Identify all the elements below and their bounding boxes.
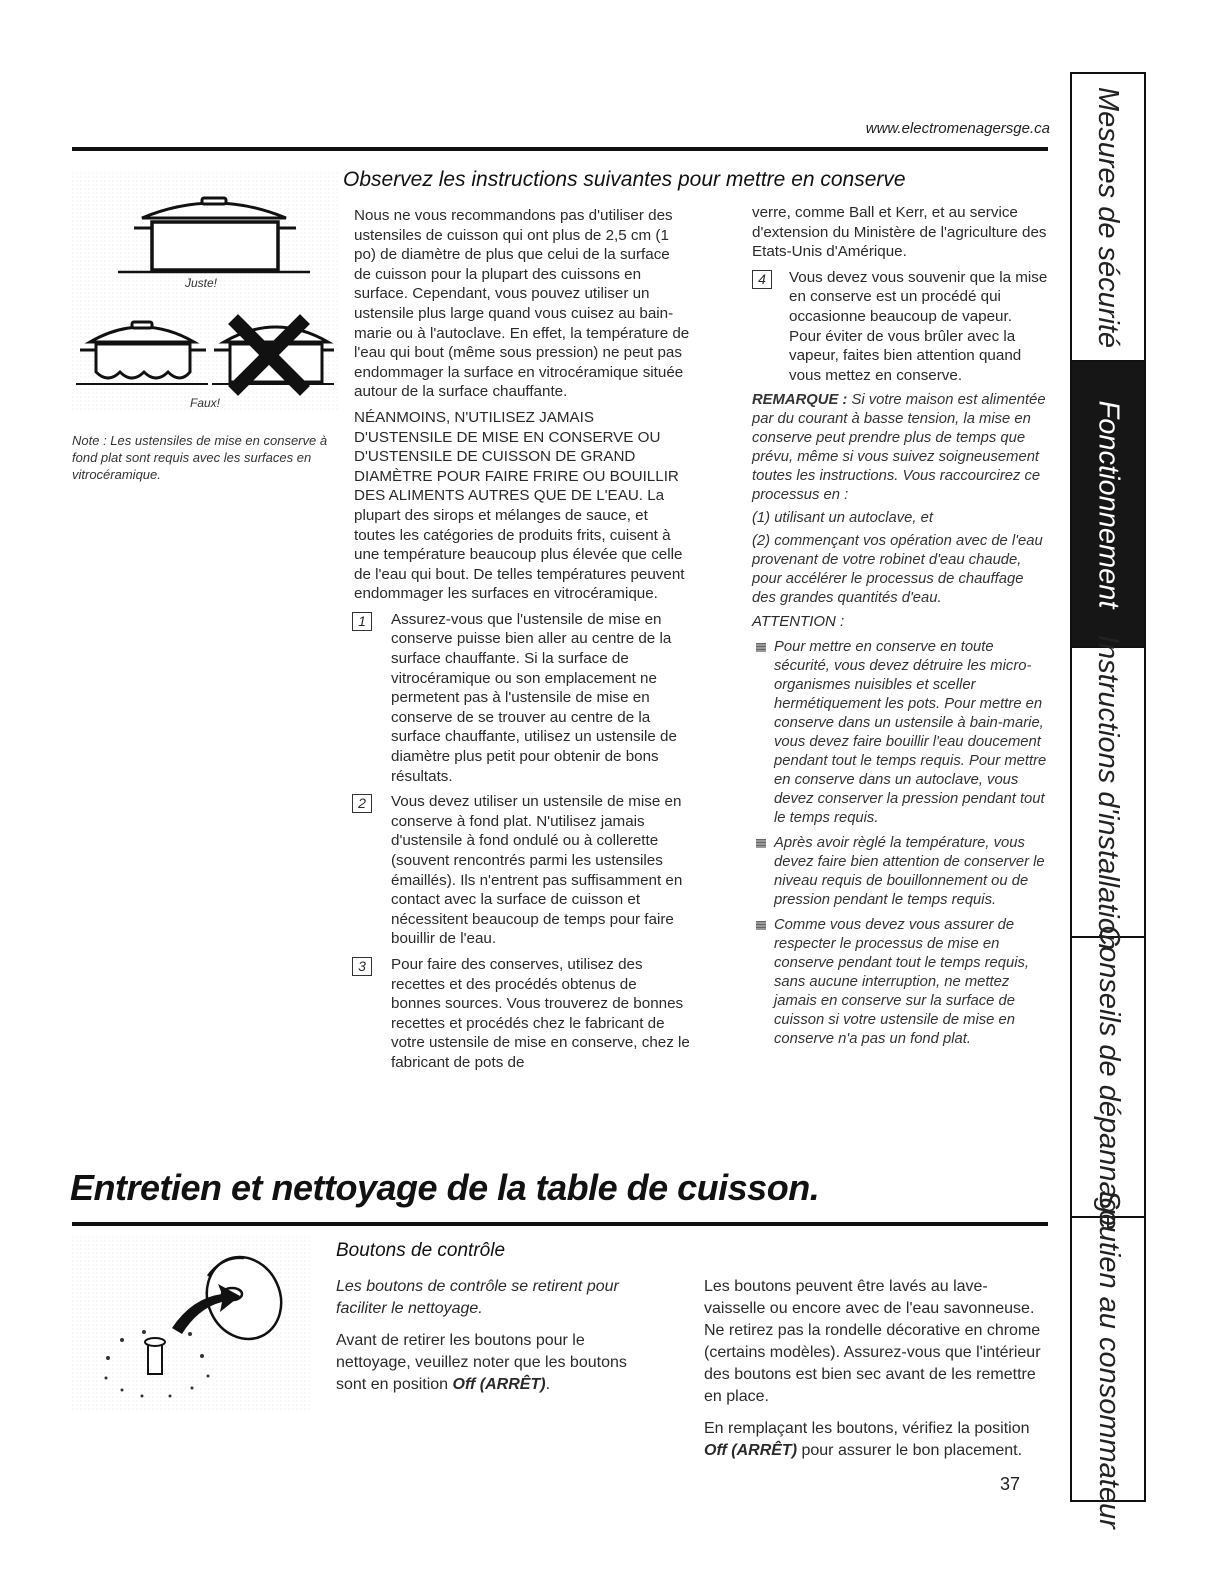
canning-section-title: Observez les instructions suivantes pour mettre en conserve <box>343 168 906 191</box>
care-paragraph-1 <box>336 1330 658 1396</box>
bullet-icon <box>756 921 766 930</box>
care-text: Avant de retirer les boutons pour le nettoyage, veuillez noter que les boutons sont en position <box>336 1332 627 1393</box>
tab-instructions-installation[interactable] <box>1072 634 1144 950</box>
step-item <box>752 268 1048 386</box>
off-position-label: Off (ARRÊT) <box>704 1442 798 1459</box>
canning-warning-paragraph: NÉANMOINS, N'UTILISEZ JAMAIS D'USTENSILE DE MISE EN CONSERVE OU D'USTENSILE DE CUISSON DE GRAND DIAMÈTRE POUR FAIRE FRIRE OU BOUILLIR DES ALIMENTS AUTRES QUE DE L'EAU. La plupart des sirops et mélanges de sauce, et toutes les catégories de produits frits, cuisent à une température beaucoup plus élevée que celle de l'eau qui bout. De telles températures peuvent endommager les surfaces en vitrocéramique. <box>354 408 685 603</box>
control-knobs-subtitle: Boutons de contrôle <box>336 1240 506 1261</box>
care-section-title: Entretien et nettoyage de la table de cuisson. <box>70 1167 820 1208</box>
tab-label: Soutien au consommateur <box>1092 1189 1125 1529</box>
step-text: Assurez-vous que l'ustensile de mise en conserve puisse bien aller au centre de la surface chauffante. Si la surface de vitrocéramique ou son emplacement ne permetent pas à l'ustensile de mise en conserve de se trouver au centre de la surface chauffante, utilisez un ustensile de diamètre plus petit pour obtenir de bons résultats. <box>391 610 677 785</box>
remarque-note <box>752 391 1048 505</box>
good-pot-label: Juste! <box>185 276 218 290</box>
step-number-badge: 4 <box>752 270 772 289</box>
remarque-item: (2) commençant vos opération avec de l'eau provenant de votre robinet d'eau chaude, pour accélérer le processus de chauffage des grandes quantités d'eau. <box>752 533 1043 607</box>
remarque-text: Si votre maison est alimentée par du courant à basse tension, la mise en conserve peut prendre plus de temps que prévu, même si vous suivez soigneusement toutes les instructions. Vous raccourcirez ce processus en : <box>752 392 1046 504</box>
step-3-continuation: verre, comme Ball et Kerr, et au service d'extension du Ministère de l'agriculture des Etats-Unis d'Amérique. <box>752 204 1047 261</box>
tab-label: Conseils de dépannage <box>1092 924 1125 1230</box>
attention-text: Comme vous devez vous assurer de respecter le processus de mise en conserve pendant tout le temps requis, sans aucune interruption, ne mettez jamais en conserve sur la surface de cuisson si votre ustensile de mise en conserve n'a pas un fond plat. <box>774 916 1029 1047</box>
attention-label: ATTENTION : <box>752 613 845 631</box>
remarque-label: REMARQUE : <box>752 392 848 409</box>
tab-conseils-depannage[interactable] <box>1072 924 1144 1230</box>
canning-column-right <box>752 203 1048 1055</box>
care-column-right <box>704 1276 1049 1472</box>
remarque-item: (1) utilisant un autoclave, et <box>752 510 933 527</box>
attention-text: Après avoir règlé la température, vous devez faire bien attention de conserver le niveau requis de bouillonnement ou de pression pendant le temps requis. <box>774 834 1045 908</box>
page-number: 37 <box>1000 1474 1021 1494</box>
attention-item <box>752 916 1048 1049</box>
bullet-icon <box>756 839 766 848</box>
attention-item <box>752 638 1048 828</box>
attention-item <box>752 834 1048 910</box>
middle-divider <box>72 1222 1048 1226</box>
canning-column-left <box>354 206 690 1079</box>
care-column-left <box>336 1276 658 1406</box>
tab-label: Instructions d'installation <box>1092 634 1125 950</box>
canning-intro-paragraph: Nous ne vous recommandons pas d'utiliser des ustensiles de cuisson qui ont plus de 2,5 cm (1 po) de diamètre de plus que celui de la surface de cuisson pour la plupart des cuissons en surface. Cependant, vous pouvez utiliser un ustensile plus large quand vous cuisez au bain-marie ou à l'autoclave. En effet, la température de l'eau qui bout (même sous pression) ne peut pas endommager la surface en vitrocéramique située autour de la surface chauffante. <box>354 207 690 401</box>
step-number-badge: 2 <box>352 794 372 813</box>
knob-stem-illustration <box>145 1338 165 1374</box>
control-knob-figure <box>72 1236 312 1410</box>
care-text: En remplaçant les boutons, vérifiez la position <box>704 1420 1030 1437</box>
step-number-badge: 3 <box>352 957 372 976</box>
side-tab-navigation <box>1070 72 1146 1529</box>
figure-note: Note : Les ustensiles de mise en conserve à fond plat sont requis avec les surfaces en vitrocéramique. <box>72 433 328 482</box>
care-text: . <box>545 1376 551 1393</box>
tab-mesures-de-securite[interactable] <box>1072 74 1144 362</box>
care-text: pour assurer le bon placement. <box>797 1442 1023 1459</box>
tab-soutien-consommateur[interactable] <box>1072 1189 1144 1529</box>
step-text: Vous devez utiliser un ustensile de mise en conserve à fond plat. N'utilisez jamais d'ustensile à fond ondulé ou à collerette (souvent rencontrés parmi les ustensiles émaillés). Ils n'entrent pas suffisamment en contact avec la surface de cuisson et nécessitent beaucoup de temps pour faire bouillir de l'eau. <box>391 793 683 948</box>
tab-label: Fonctionnement <box>1092 400 1125 608</box>
step-text: Pour faire des conserves, utilisez des recettes et des procédés obtenus de bonnes sources. Vous trouverez de bonnes recettes et procédés chez le fabricant de votre ustensile de mise en conserve, chez le fabricant de pots de <box>391 955 690 1071</box>
bad-pot-label: Faux! <box>190 396 221 410</box>
care-paragraph-2: Les boutons peuvent être lavés au lave-vaisselle ou encore avec de l'eau savonneuse. Ne retirez pas la rondelle décorative en chrome (certains modèles). Assurez-vous que l'intérieur des boutons est bien sec avant de les remettre en place. <box>704 1278 1041 1405</box>
tab-fonctionnement[interactable] <box>1072 362 1144 648</box>
off-position-label: Off (ARRÊT) <box>452 1376 546 1393</box>
website-url: www.electromenagersge.ca <box>865 120 1050 137</box>
bullet-icon <box>756 643 766 652</box>
step-item <box>354 610 690 786</box>
step-item <box>354 955 690 1073</box>
care-lead-text: Les boutons de contrôle se retirent pour faciliter le nettoyage. <box>336 1278 619 1317</box>
attention-text: Pour mettre en conserve en toute sécurité, vous devez détruire les micro-organismes nuisibles et sceller hermétiquement les pots. Pour mettre en conserve dans un ustensile à bain-marie, vous devez faire bouillir l'eau doucement pendant tout le temps requis. Pour mettre en conserve dans un autoclave, vous devez conserver la pression pendant tout le temps requis. <box>774 638 1047 826</box>
step-number-badge: 1 <box>352 612 372 631</box>
care-paragraph-3 <box>704 1418 1049 1462</box>
top-divider <box>72 147 1048 151</box>
step-item <box>354 792 690 949</box>
tab-label: Mesures de sécurité <box>1092 86 1125 348</box>
canning-pot-figure <box>72 172 338 412</box>
step-text: Vous devez vous souvenir que la mise en conserve est un procédé qui occasionne beaucoup de vapeur. Pour éviter de vous brûler avec la vapeur, faites bien attention quand vous mettez en conserve. <box>789 268 1048 384</box>
